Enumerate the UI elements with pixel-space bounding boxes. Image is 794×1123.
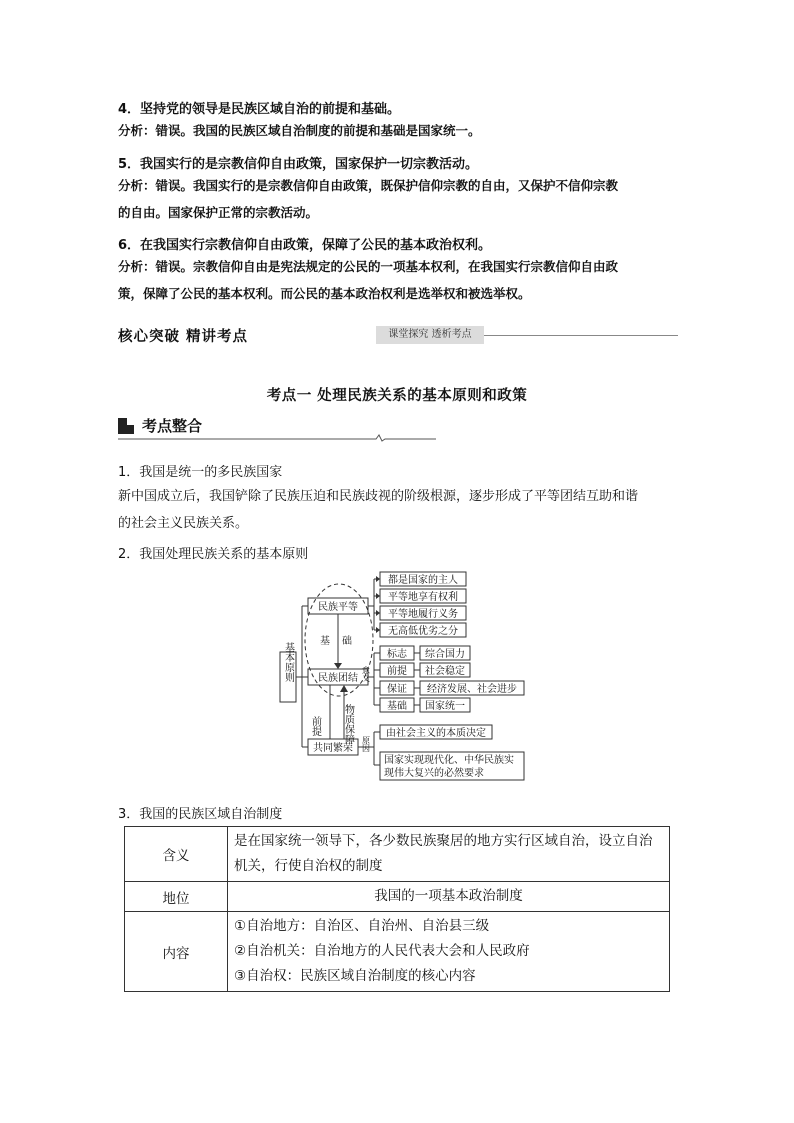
prosperity-item: 现伟大复兴的必然要求	[384, 768, 484, 779]
table-row	[125, 827, 670, 882]
question-5: 5．我国实行的是宗教信仰自由政策，国家保护一切宗教活动。	[118, 157, 479, 172]
autonomy-table	[124, 826, 670, 992]
table-value: 我国的一项基本政治制度	[228, 882, 670, 912]
analysis-line: 的自由。国家保护正常的宗教活动。	[118, 205, 319, 220]
table-row	[125, 912, 670, 992]
equality-item: 平等地享有权利	[388, 592, 458, 603]
node-equality: 民族平等	[318, 602, 358, 613]
material-label: 物质保障	[342, 704, 354, 744]
unity-value: 综合国力	[425, 649, 465, 660]
equality-item: 都是国家的主人	[388, 575, 458, 586]
value-line: 机关，行使自治权的制度	[234, 858, 383, 874]
unity-tag: 标志	[387, 649, 407, 660]
unity-tag: 保证	[387, 684, 407, 695]
prosperity-item: 国家实现现代化、中华民族实	[384, 755, 514, 766]
unity-value: 经济发展、社会进步	[427, 684, 517, 695]
banner-title: 核心突破 精讲考点	[118, 329, 249, 345]
equality-item: 平等地履行义务	[388, 609, 458, 620]
reason-label: 原因	[361, 736, 371, 752]
unity-tag: 前提	[387, 666, 407, 677]
prosperity-item: 由社会主义的本质决定	[386, 728, 486, 739]
topic-title: 考点一 处理民族关系的基本原则和政策	[266, 388, 528, 404]
analysis-line: 分析：错误。宗教信仰自由是宪法规定的公民的一项基本权利，在我国实行宗教信仰自由政	[118, 259, 619, 274]
value-line: ②自治机关：自治地方的人民代表大会和人民政府	[234, 943, 530, 959]
node-prosperity: 共同繁荣	[313, 743, 353, 754]
node-unity: 民族团结	[318, 673, 358, 684]
meaning-label: 意义	[361, 666, 371, 682]
point-2-title: 2．我国处理民族关系的基本原则	[118, 547, 309, 562]
analysis-4	[118, 117, 678, 144]
value-line: 是在国家统一领导下，各少数民族聚居的地方实行区域自治，设立自治	[234, 833, 653, 849]
section-underline	[118, 434, 436, 442]
unity-value: 社会稳定	[425, 666, 465, 677]
unity-tag: 基础	[387, 701, 407, 712]
analysis-line: 分析：错误。我国实行的是宗教信仰自由政策，既保护信仰宗教的自由，又保护不信仰宗教	[118, 178, 619, 193]
analysis-6	[118, 253, 678, 307]
table-value	[228, 827, 670, 882]
premise-label: 前提	[309, 716, 321, 736]
table-key: 含义	[125, 827, 228, 882]
banner-divider	[484, 335, 678, 336]
point-1-title: 1．我国是统一的多民族国家	[118, 465, 283, 480]
analysis-5	[118, 172, 678, 226]
table-row	[125, 882, 670, 912]
analysis-line: 分析：错误。我国的民族区域自治制度的前提和基础是国家统一。	[118, 123, 481, 138]
table-key: 内容	[125, 912, 228, 992]
unity-value: 国家统一	[425, 701, 465, 712]
question-6: 6．在我国实行宗教信仰自由政策，保障了公民的基本政治权利。	[118, 238, 492, 253]
basis-label-2: 础	[342, 636, 352, 647]
analysis-line: 策，保障了公民的基本权利。而公民的基本政治权利是选举权和被选举权。	[118, 286, 531, 301]
banner-subtitle: 课堂探究 透析考点	[376, 326, 484, 344]
text-line: 新中国成立后，我国铲除了民族压迫和民族歧视的阶级根源，逐步形成了平等团结互助和谐	[118, 489, 639, 504]
section-header-title: 考点整合	[142, 417, 203, 435]
value-line: ③自治权：民族区域自治制度的核心内容	[234, 968, 476, 984]
table-key: 地位	[125, 882, 228, 912]
table-value	[228, 912, 670, 992]
point-1-text	[118, 483, 678, 537]
principles-diagram	[278, 566, 528, 786]
section-header	[118, 414, 436, 442]
point-3-title: 3．我国的民族区域自治制度	[118, 807, 283, 822]
text-line: 的社会主义民族关系。	[118, 516, 249, 531]
basis-label-1: 基	[320, 636, 330, 647]
question-4: 4．坚持党的领导是民族区域自治的前提和基础。	[118, 102, 401, 117]
equality-item: 无高低优劣之分	[388, 626, 458, 637]
root-label-1: 基本原则	[282, 642, 294, 682]
section-banner	[118, 322, 678, 348]
section-square-icon	[118, 418, 134, 434]
value-line: ①自治地方：自治区、自治州、自治县三级	[234, 918, 490, 934]
